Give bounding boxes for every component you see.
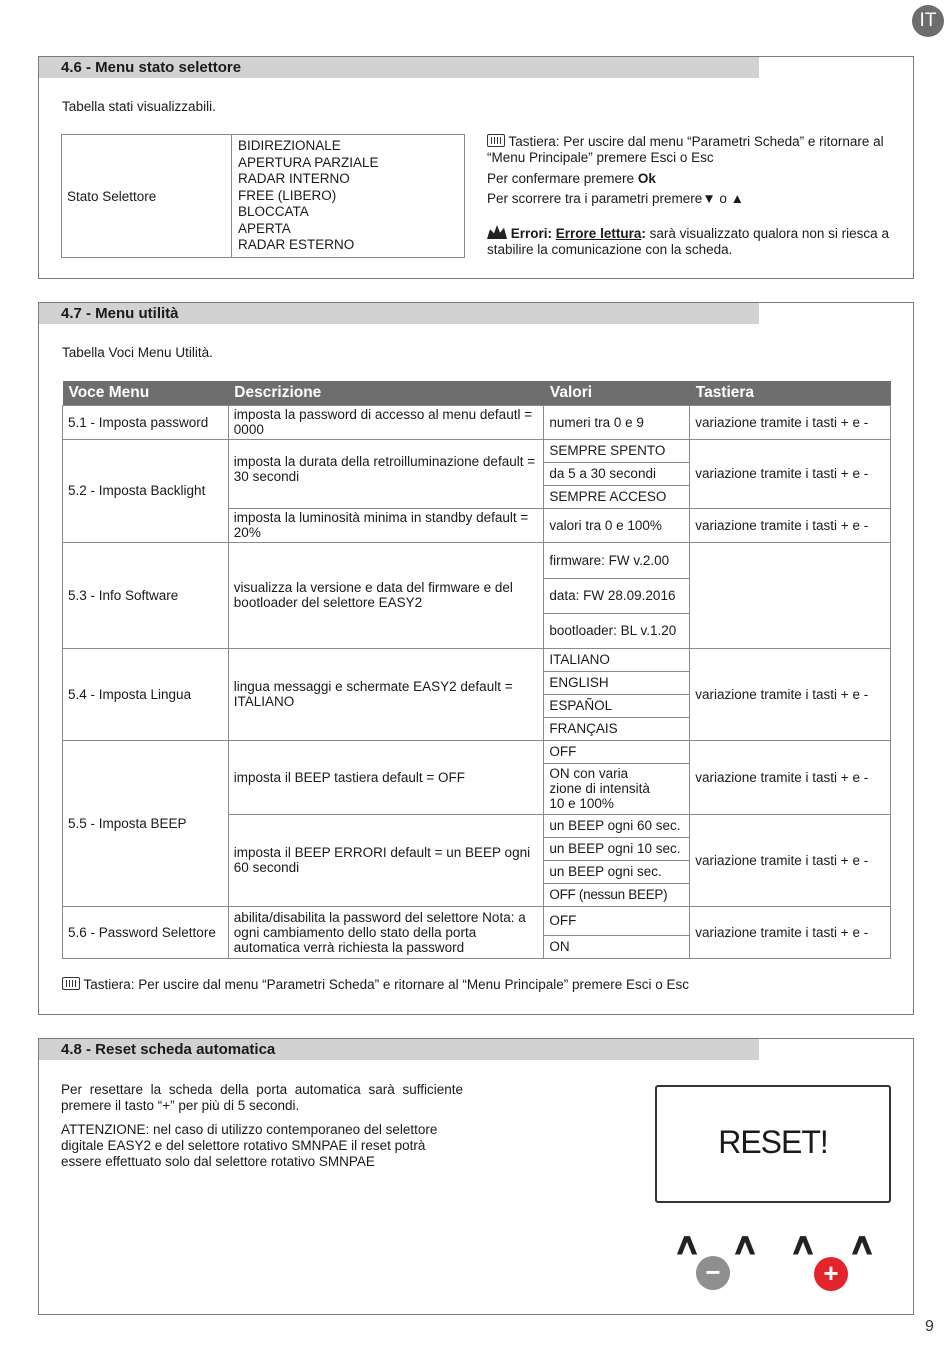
menu-desc: imposta la password di accesso al menu defautl = 0000 xyxy=(228,405,544,439)
menu-item: 5.2 - Imposta Backlight xyxy=(63,439,229,542)
menu-value: un BEEP ogni 10 sec. xyxy=(544,837,690,860)
menu-value: ON con varia zione di intensità 10 e 100% xyxy=(544,763,690,814)
menu-value: FRANÇAIS xyxy=(544,717,690,740)
section-intro: Tabella stati visualizzabili. xyxy=(62,99,216,114)
menu-item: 5.4 - Imposta Lingua xyxy=(63,648,229,740)
state-item: RADAR ESTERNO xyxy=(238,237,355,253)
table-row xyxy=(63,740,891,763)
col-header: Voce Menu xyxy=(63,381,229,405)
caret-up-icon: ∧ xyxy=(788,1228,818,1261)
menu-value: da 5 a 30 secondi xyxy=(544,462,690,485)
error-label: Errori: xyxy=(510,226,553,241)
menu-desc: imposta la luminosità minima in standby default = 20% xyxy=(228,508,544,542)
menu-desc: visualizza la versione e data del firmware e del bootloader del selettore EASY2 xyxy=(228,542,544,648)
keyboard-icon xyxy=(62,977,80,990)
menu-value: OFF xyxy=(544,740,690,763)
caret-up-icon: ∧ xyxy=(730,1228,760,1261)
menu-value: bootloader: BL v.1.20 xyxy=(544,613,690,648)
section-title: 4.6 - Menu stato selettore xyxy=(61,59,242,76)
utility-menu-table xyxy=(62,381,891,959)
menu-value: data: FW 28.09.2016 xyxy=(544,578,690,613)
reset-display-text: RESET! xyxy=(718,1124,828,1160)
menu-value: ENGLISH xyxy=(544,671,690,694)
table-row xyxy=(63,405,891,439)
error-icon xyxy=(487,225,507,239)
section-header xyxy=(39,1039,759,1060)
page-number: 9 xyxy=(925,1318,934,1335)
state-item: RADAR INTERNO xyxy=(238,171,350,187)
menu-keys: variazione tramite i tasti + e - xyxy=(690,405,891,439)
menu-value: OFF (nessun BEEP) xyxy=(544,883,690,906)
menu-value: ESPAÑOL xyxy=(544,694,690,717)
states-row-label: Stato Selettore xyxy=(62,135,232,258)
error-note xyxy=(487,225,897,258)
state-item: APERTURA PARZIALE xyxy=(238,154,379,170)
menu-desc: imposta il BEEP ERRORI default = un BEEP ogni 60 secondi xyxy=(228,814,544,906)
menu-item: 5.3 - Info Software xyxy=(63,542,229,648)
scroll-note: Per scorrere tra i parametri premere▼ o ▲ xyxy=(487,191,745,206)
menu-keys: variazione tramite i tasti + e - xyxy=(690,906,891,958)
menu-item: 5.6 - Password Selettore xyxy=(63,906,229,958)
menu-keys: variazione tramite i tasti + e - xyxy=(690,648,891,740)
state-item: FREE (LIBERO) xyxy=(238,187,337,203)
section-menu-stato-selettore xyxy=(38,56,914,279)
section-intro: Tabella Voci Menu Utilità. xyxy=(62,345,213,360)
table-row xyxy=(63,542,891,578)
keyboard-note-text: Tastiera: Per uscire dal menu “Parametri Scheda” e ritornare al “Menu Principale” premere Esci o Esc xyxy=(83,977,690,992)
section-title: 4.7 - Menu utilità xyxy=(61,305,179,322)
menu-keys: variazione tramite i tasti + e - xyxy=(690,439,891,508)
error-text: sarà visualizzato qualora non si riesca a stabilire la comunicazione con la scheda. xyxy=(487,226,889,257)
menu-value: un BEEP ogni 60 sec. xyxy=(544,814,690,837)
state-item: APERTA xyxy=(238,220,291,236)
menu-value: ITALIANO xyxy=(544,648,690,671)
menu-desc: lingua messaggi e schermate EASY2 default = ITALIANO xyxy=(228,648,544,740)
state-item: BIDIREZIONALE xyxy=(238,138,341,154)
menu-value: numeri tra 0 e 9 xyxy=(544,405,690,439)
menu-item: 5.5 - Imposta BEEP xyxy=(63,740,229,906)
confirm-text: Per confermare premere xyxy=(487,171,638,186)
error-colon: : xyxy=(641,226,646,241)
menu-value: SEMPRE ACCESO xyxy=(544,485,690,508)
confirm-note xyxy=(487,171,656,186)
menu-keys: variazione tramite i tasti + e - xyxy=(690,814,891,906)
language-badge: IT xyxy=(912,5,944,37)
keyboard-note xyxy=(487,134,897,166)
menu-keys: variazione tramite i tasti + e - xyxy=(690,508,891,542)
menu-value: SEMPRE SPENTO xyxy=(544,439,690,462)
section-header xyxy=(39,57,759,78)
section-header xyxy=(39,303,759,324)
reset-paragraph-1: Per resettare la scheda della porta automatica sarà sufficiente premere il tasto “+” per più di 5 secondi. xyxy=(61,1082,463,1113)
error-read-link: Errore lettura xyxy=(555,226,642,241)
keyboard-note-text: Tastiera: Per uscire dal menu “Parametri Scheda” e ritornare al “Menu Principale” premere Esci o Esc xyxy=(487,134,884,165)
menu-value: ON xyxy=(544,935,690,958)
menu-value: un BEEP ogni sec. xyxy=(544,860,690,883)
menu-keys: variazione tramite i tasti + e - xyxy=(690,740,891,814)
state-item: BLOCCATA xyxy=(238,204,309,220)
table-row xyxy=(63,439,891,462)
table-row xyxy=(63,906,891,935)
menu-desc: abilita/disabilita la password del selettore Nota: a ogni cambiamento dello stato della porta automatica verrà richiesta la password xyxy=(228,906,544,958)
caret-up-icon: ∧ xyxy=(672,1228,702,1261)
menu-value: valori tra 0 e 100% xyxy=(544,508,690,542)
reset-display xyxy=(655,1085,891,1203)
table-row xyxy=(63,648,891,671)
caret-up-icon: ∧ xyxy=(847,1228,877,1261)
menu-item: 5.1 - Imposta password xyxy=(63,405,229,439)
section-menu-utilita xyxy=(38,302,914,1015)
confirm-key: Ok xyxy=(637,171,656,186)
menu-desc: imposta il BEEP tastiera default = OFF xyxy=(228,740,544,814)
col-header: Valori xyxy=(544,381,690,405)
keyboard-icon xyxy=(487,134,505,147)
table-header-row xyxy=(63,381,891,405)
states-list xyxy=(232,135,465,258)
minus-button[interactable]: − xyxy=(696,1256,730,1290)
menu-keys-empty xyxy=(690,542,891,648)
states-table xyxy=(61,134,465,258)
section-title: 4.8 - Reset scheda automatica xyxy=(61,1041,276,1058)
col-header: Descrizione xyxy=(228,381,544,405)
plus-button[interactable]: + xyxy=(814,1257,848,1291)
menu-value: firmware: FW v.2.00 xyxy=(544,542,690,578)
menu-value: OFF xyxy=(544,906,690,935)
reset-paragraph-2: ATTENZIONE: nel caso di utilizzo contemporaneo del selettore digitale EASY2 e del selettore rotativo SMNPAE il reset potrà essere effettuato solo dal selettore rotativo SMNPAE xyxy=(61,1122,438,1169)
col-header: Tastiera xyxy=(690,381,891,405)
keyboard-note xyxy=(62,977,689,992)
menu-desc: imposta la durata della retroilluminazione default = 30 secondi xyxy=(228,439,544,508)
section-reset-scheda xyxy=(38,1038,914,1315)
